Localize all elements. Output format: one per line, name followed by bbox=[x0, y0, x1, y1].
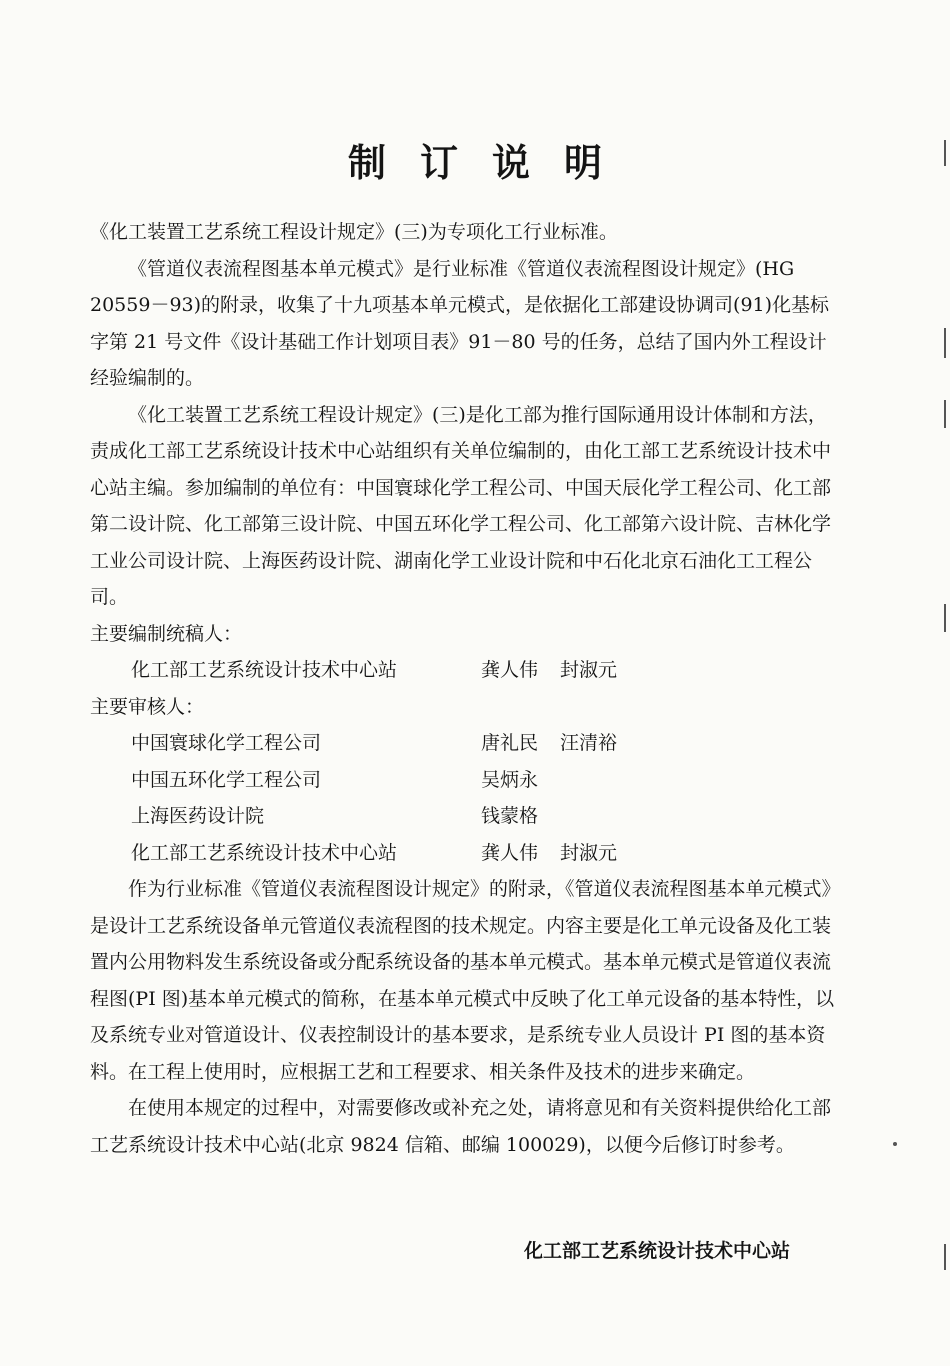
reviewer-org: 化工部工艺系统设计技术中心站 bbox=[131, 841, 398, 864]
editor-name: 封淑元 bbox=[560, 659, 618, 681]
scan-mark bbox=[893, 1142, 897, 1146]
reviewer-row bbox=[90, 835, 835, 872]
paragraph-feedback: 在使用本规定的过程中，对需要修改或补充之处，请将意见和有关资料提供给化工部工艺系统设计技术中心站(北京 9824 信箱、邮编 100029)，以便今后修订时参考。 bbox=[90, 1097, 832, 1156]
paragraph-scope: 作为行业标准《管道仪表流程图设计规定》的附录，《管道仪表流程图基本单元模式》是设计工艺系统设备单元管道仪表流程图的技术规定。内容主要是化工单元设备及化工装置内公用物料发生系统设备或分配系统设备的基本单元模式。基本单元模式是管道仪表流程图(PI 图)基本单元模式的简称，在基本单元模式中反映了化工单元设备的基本特性，以及系统专业对管道设计、仪表控制设计的基本要求，是系统专业人员设计 PI 图的基本资料。在工程上使用时，应根据工艺和工程要求、相关条件及技术的进步来确定。 bbox=[90, 878, 835, 1083]
signature: 化工部工艺系统设计技术中心站 bbox=[523, 1240, 790, 1262]
reviewer-names bbox=[481, 835, 617, 872]
page-title: 制订说明 bbox=[347, 141, 636, 185]
reviewer-names bbox=[481, 725, 617, 762]
reviewer-row bbox=[90, 798, 835, 835]
editor-names bbox=[481, 652, 617, 689]
paragraph-organizers: 《化工装置工艺系统工程设计规定》(三)是化工部为推行国际通用设计体制和方法，责成化工部工艺系统设计技术中心站组织有关单位编制的，由化工部工艺系统设计技术中心站主编。参加编制的单位有：中国寰球化学工程公司、中国天辰化学工程公司、化工部第二设计院、化工部第三设计院、中国五环化学工程公司、化工部第六设计院、吉林化学工业公司设计院、上海医药设计院、湖南化学工业设计院和中石化北京石油化工工程公司。 bbox=[90, 403, 832, 608]
reviewer-name: 封淑元 bbox=[560, 841, 618, 864]
scan-mark bbox=[944, 328, 946, 358]
reviewer-name: 唐礼民 bbox=[481, 732, 539, 754]
reviewer-name: 钱蒙格 bbox=[481, 805, 539, 827]
paragraph-appendix: 《管道仪表流程图基本单元模式》是行业标准《管道仪表流程图设计规定》(HG 20559－93)的附录，收集了十九项基本单元模式，是依据化工部建设协调司(91)化基标字第 21 号文件《设计基础工作计划项目表》91－80 号的任务，总结了国内外工程设计经验编制的。 bbox=[90, 257, 830, 389]
document-body bbox=[90, 214, 835, 1163]
scan-mark bbox=[944, 1244, 946, 1270]
scan-mark bbox=[944, 604, 946, 632]
scan-mark bbox=[944, 400, 946, 428]
reviewer-name: 吴炳永 bbox=[481, 768, 539, 791]
reviewer-name: 龚人伟 bbox=[481, 841, 539, 864]
reviewer-names bbox=[481, 798, 538, 835]
paragraph-intro: 《化工装置工艺系统工程设计规定》(三)为专项化工行业标准。 bbox=[90, 221, 618, 243]
editor-name: 龚人伟 bbox=[481, 659, 539, 681]
reviewer-org: 上海医药设计院 bbox=[131, 805, 265, 827]
reviewer-name: 汪清裕 bbox=[560, 732, 618, 754]
reviewer-row bbox=[90, 725, 835, 762]
reviewer-org: 中国寰球化学工程公司 bbox=[131, 732, 322, 754]
editor-org: 化工部工艺系统设计技术中心站 bbox=[131, 659, 398, 681]
editors-heading: 主要编制统稿人： bbox=[90, 622, 243, 645]
reviewer-org: 中国五环化学工程公司 bbox=[131, 768, 322, 791]
editor-row bbox=[90, 652, 835, 689]
reviewers-heading: 主要审核人： bbox=[90, 695, 205, 718]
scan-mark bbox=[944, 140, 946, 166]
reviewer-row bbox=[90, 762, 835, 799]
reviewer-names bbox=[481, 762, 538, 799]
